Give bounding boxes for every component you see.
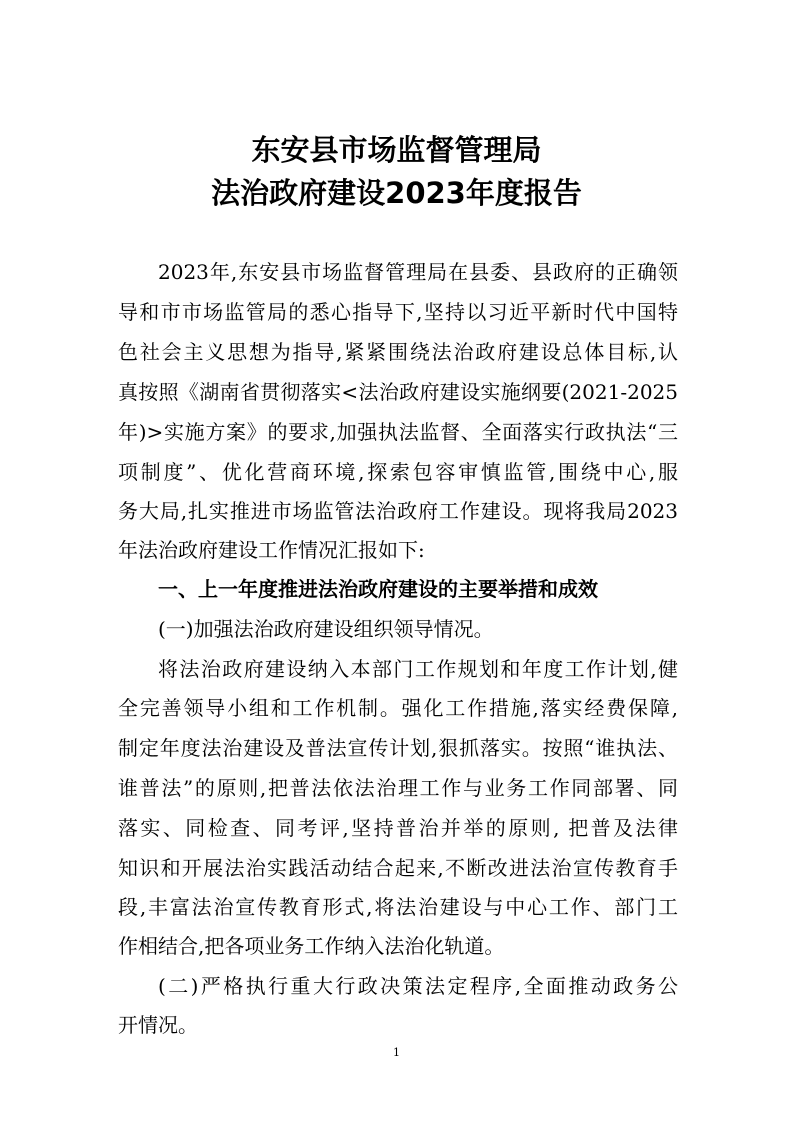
intro-line: 色社会主义思想为指导,紧紧围绕法治政府建设总体目标,认: [118, 340, 678, 364]
body-line: 段,丰富法治宣传教育形式,将法治建设与中心工作、部门工: [118, 895, 678, 919]
intro-line: 2023年,东安县市场监督管理局在县委、县政府的正确领: [158, 260, 678, 284]
page-number: 1: [393, 1046, 400, 1059]
body-line: 将法治政府建设纳入本部门工作规划和年度工作计划,健: [158, 657, 678, 681]
intro-line: 年法治政府建设工作情况汇报如下:: [118, 538, 425, 562]
document-title-line-2: 法治政府建设2023年度报告: [211, 176, 582, 210]
intro-line: 真按照《湖南省贯彻落实<法治政府建设实施纲要(2021-2025: [118, 380, 678, 404]
subsection-heading-line: 开情况。: [118, 1013, 198, 1037]
intro-line: 项制度”、优化营商环境,探索包容审慎监管,围绕中心,服: [118, 460, 678, 484]
section-heading: 一、上一年度推进法治政府建设的主要举措和成效: [158, 577, 598, 601]
subsection-heading: (一)加强法治政府建设组织领导情况。: [158, 617, 494, 641]
intro-line: 务大局,扎实推进市场监管法治政府工作建设。现将我局2023: [118, 499, 678, 523]
intro-line: 年)>实施方案》的要求,加强执法监督、全面落实行政执法“三: [118, 420, 678, 444]
intro-line: 导和市市场监管局的悉心指导下,坚持以习近平新时代中国特: [118, 300, 678, 324]
body-line: 谁普法”的原则,把普法依法治理工作与业务工作同部署、同: [118, 776, 678, 800]
body-line: 落实、同检查、同考评,坚持普治并举的原则, 把普及法律: [118, 816, 678, 840]
document-title-line-1: 东安县市场监督管理局: [251, 133, 542, 167]
subsection-heading-line: (二)严格执行重大行政决策法定程序,全面推动政务公: [158, 974, 678, 998]
body-line: 知识和开展法治实践活动结合起来,不断改进法治宣传教育手: [118, 856, 678, 880]
body-line: 制定年度法治建设及普法宣传计划,狠抓落实。按照“谁执法、: [118, 736, 678, 760]
body-line: 全完善领导小组和工作机制。强化工作措施,落实经费保障,: [118, 696, 678, 720]
body-line: 作相结合,把各项业务工作纳入法治化轨道。: [118, 934, 505, 958]
